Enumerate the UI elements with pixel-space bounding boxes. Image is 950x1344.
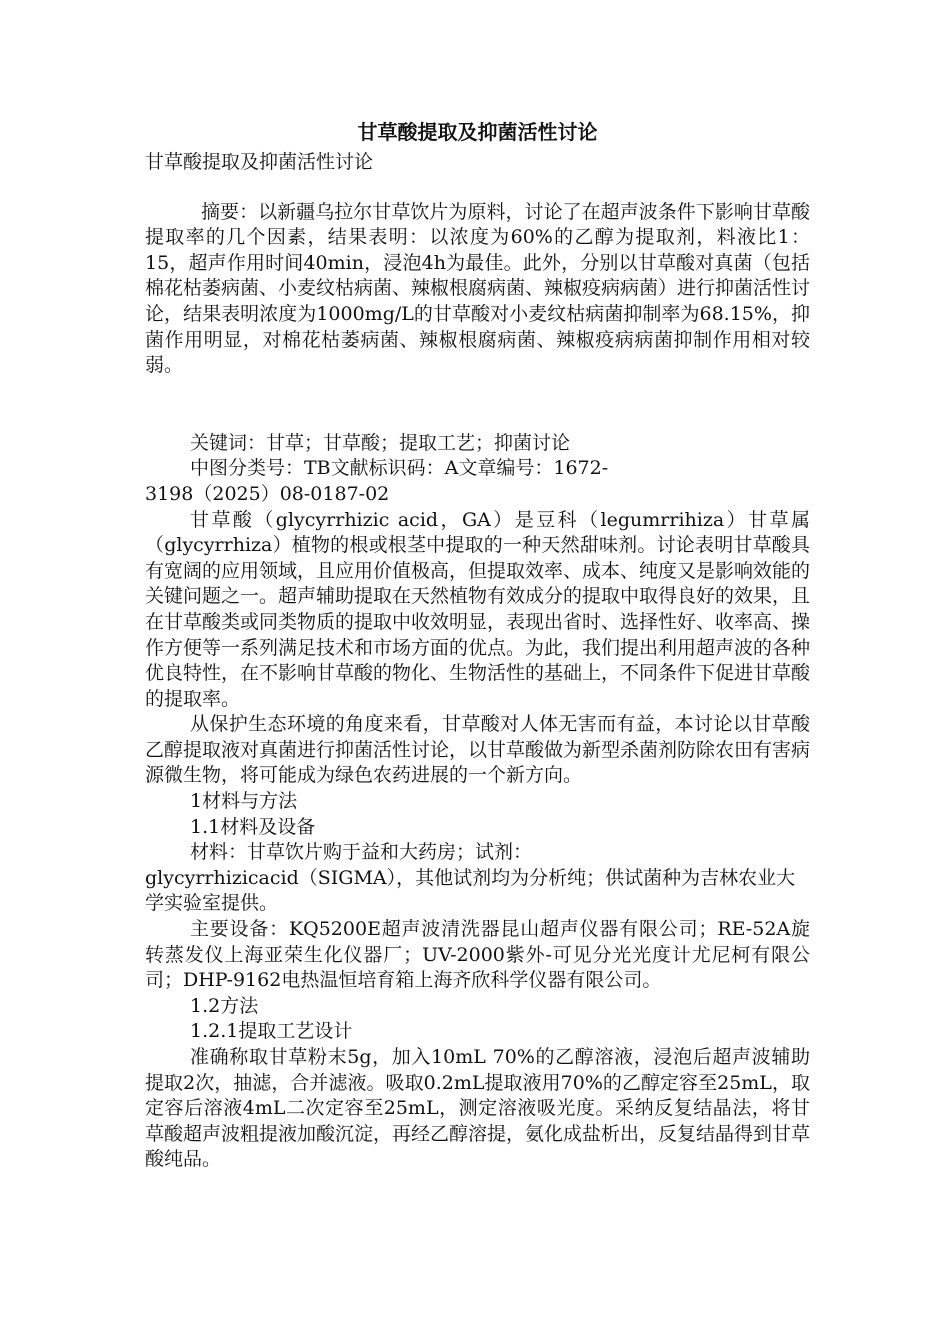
section-heading-1-2-1: 1.2.1提取工艺设计 bbox=[190, 1020, 353, 1043]
document-page bbox=[145, 118, 810, 1173]
classification-line: 中图分类号：TB文献标识码：A文章编号：1672- bbox=[190, 457, 609, 480]
materials-paragraph: glycyrrhizicacid（SIGMA），其他试剂均为分析纯；供试菌种为吉林农业大学实验室提供。 bbox=[145, 866, 796, 915]
keywords-line: 关键词：甘草；甘草酸；提取工艺；抑菌讨论 bbox=[190, 431, 571, 454]
intro-paragraph: 甘草酸（glycyrrhizic acid，GA）是豆科（legumrrihiza）甘草属（glycyrrhiza）植物的根或根茎中提取的一种天然甜味剂。讨论表明甘草酸具有宽阔的应用领域，且应用价值极高，但提取效率、成本、纯度又是影响效能的关键问题之一。超声辅助提取在天然植物有效成分的提取中取得良好的效果，且在甘草酸类或同类物质的提取中收效明显，表现出省时、选择性好、收率高、操作方便等一系列满足技术和市场方面的优点。为此，我们提出利用超声波的各种优良特性，在不影响甘草酸的物化、生物活性的基础上，不同条件下促进甘草酸的提取率。 bbox=[145, 508, 811, 710]
document-title: 甘草酸提取及抑菌活性讨论 bbox=[357, 120, 598, 144]
section-heading-1: 1材料与方法 bbox=[190, 790, 298, 813]
method-paragraph: 准确称取甘草粉末5g，加入10mL 70%的乙醇溶液，浸泡后超声波辅助提取2次，抽滤，合并滤液。吸取0.2mL提取液用70%的乙醇定容至25mL，取定容后溶液4mL二次定容至25mL，测定溶液吸光度。采纳反复结晶法，将甘草酸超声波粗提液加酸沉淀，再经乙醇溶提，氨化成盐析出，反复结晶得到甘草酸纯品。 bbox=[145, 1046, 811, 1171]
section-gap bbox=[145, 379, 810, 431]
abstract-paragraph: 摘要：以新疆乌拉尔甘草饮片为原料，讨论了在超声波条件下影响甘草酸提取率的几个因素，结果表明：以浓度为60%的乙醇为提取剂，料液比1：15，超声作用时间40min，浸泡4h为最佳。此外，分别以甘草酸对真菌（包括棉花枯萎病菌、小麦纹枯病菌、辣椒根腐病菌、辣椒疫病病菌）进行抑菌活性讨论，结果表明浓度为1000mg/L的甘草酸对小麦纹枯病菌抑制率为68.15%，抑菌作用明显，对棉花枯萎病菌、辣椒根腐病菌、辣椒疫病病菌抑制作用相对较弱。 bbox=[145, 200, 811, 377]
section-heading-1-2: 1.2方法 bbox=[190, 994, 259, 1017]
section-heading-1-1: 1.1材料及设备 bbox=[190, 815, 316, 838]
document-subtitle: 甘草酸提取及抑菌活性讨论 bbox=[145, 151, 374, 173]
article-number-line: 3198（2025）08-0187-02 bbox=[145, 482, 390, 505]
materials-line: 材料：甘草饮片购于益和大药房；试剂： bbox=[190, 841, 533, 864]
equipment-paragraph: 主要设备：KQ5200E超声波清洗器昆山超声仪器有限公司；RE-52A旋转蒸发仪上海亚荣生化仪器厂；UV-2000紫外-可见分光光度计尤尼柯有限公司；DHP-9162电热温恒培育箱上海齐欣科学仪器有限公司。 bbox=[145, 918, 810, 992]
ecology-paragraph: 从保护生态环境的角度来看，甘草酸对人体无害而有益，本讨论以甘草酸乙醇提取液对真菌进行抑菌活性讨论，以甘草酸做为新型杀菌剂防除农田有害病源微生物，将可能成为绿色农药进展的一个新方向。 bbox=[145, 713, 811, 787]
